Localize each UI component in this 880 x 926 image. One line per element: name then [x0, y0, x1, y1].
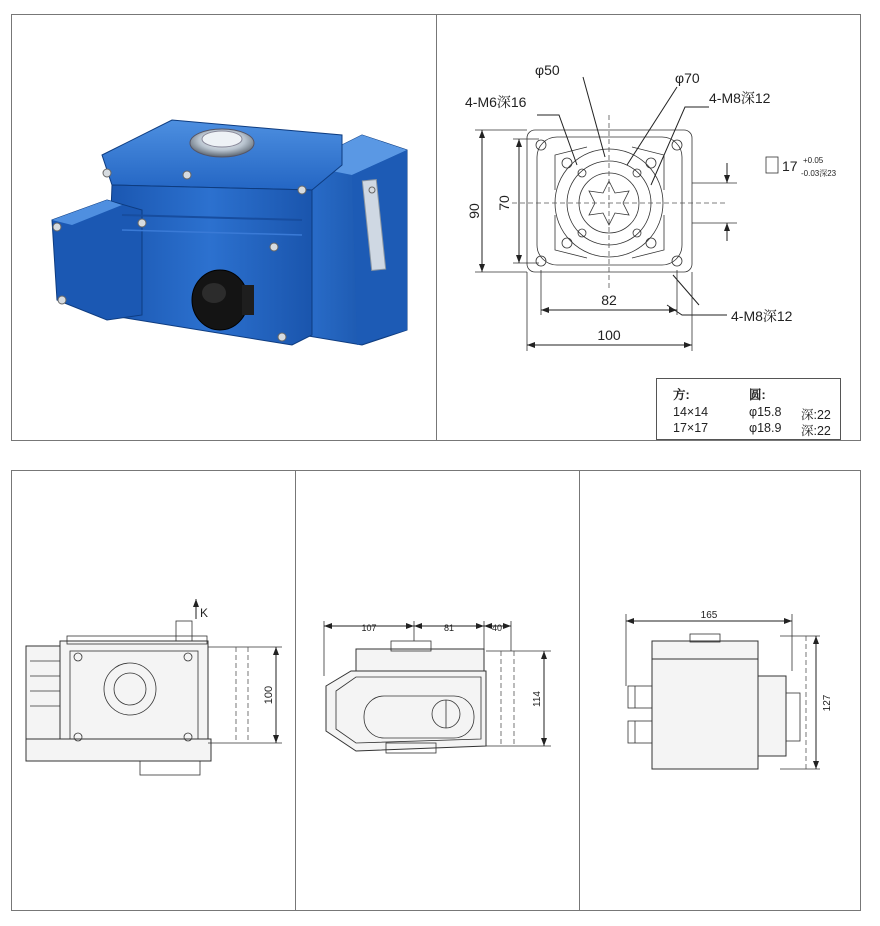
label-side-width: 165 — [700, 610, 718, 621]
label-front-dim-c: 40 — [491, 623, 503, 633]
label-dim-82: 82 — [601, 292, 617, 308]
label-front-height: 114 — [532, 691, 543, 707]
top-view-drawing — [12, 471, 297, 912]
side-view-drawing — [580, 471, 862, 912]
spec-round-header: 圆: — [749, 388, 766, 402]
product-photo-panel — [11, 14, 437, 441]
spec-row1-round: φ15.8 — [749, 405, 782, 419]
spec-row1-square: 14×14 — [673, 405, 709, 419]
spec-row2-round: φ18.9 — [749, 421, 782, 435]
flange-outline — [527, 130, 692, 272]
front-view-panel — [295, 470, 580, 911]
label-side-height: 127 — [822, 694, 833, 712]
label-dim-100: 100 — [597, 327, 621, 343]
spec-row1-depth: 深:22 — [801, 408, 831, 422]
label-dim-90: 90 — [466, 203, 482, 219]
label-front-dim-b: 81 — [443, 623, 455, 633]
label-dia-70: φ70 — [675, 70, 700, 86]
side-view-panel — [579, 470, 861, 911]
spec-table — [656, 378, 841, 440]
top-view-panel — [11, 470, 296, 911]
label-bolt-m8-top: 4-M8深12 — [709, 90, 771, 106]
label-dia-50: φ50 — [535, 62, 560, 78]
label-bolt-m6: 4-M6深16 — [465, 94, 527, 110]
label-tol-upper: +0.05 — [803, 156, 824, 165]
actuator-photo — [12, 15, 438, 442]
label-front-dim-a: 107 — [361, 623, 377, 633]
label-bolt-m8-bottom: 4-M8深12 — [731, 308, 793, 324]
label-square-size: 17 — [782, 158, 798, 174]
flange-drawing-panel — [436, 14, 861, 441]
spec-row2-depth: 深:22 — [801, 424, 831, 438]
label-k-marker: K — [200, 606, 209, 620]
spec-square-header: 方: — [673, 388, 690, 402]
label-dim-70: 70 — [496, 195, 512, 211]
spec-row2-square: 17×17 — [673, 421, 709, 435]
label-top-height: 100 — [263, 685, 275, 705]
front-view-drawing — [296, 471, 581, 912]
label-tol-lower: -0.03深23 — [801, 169, 837, 178]
